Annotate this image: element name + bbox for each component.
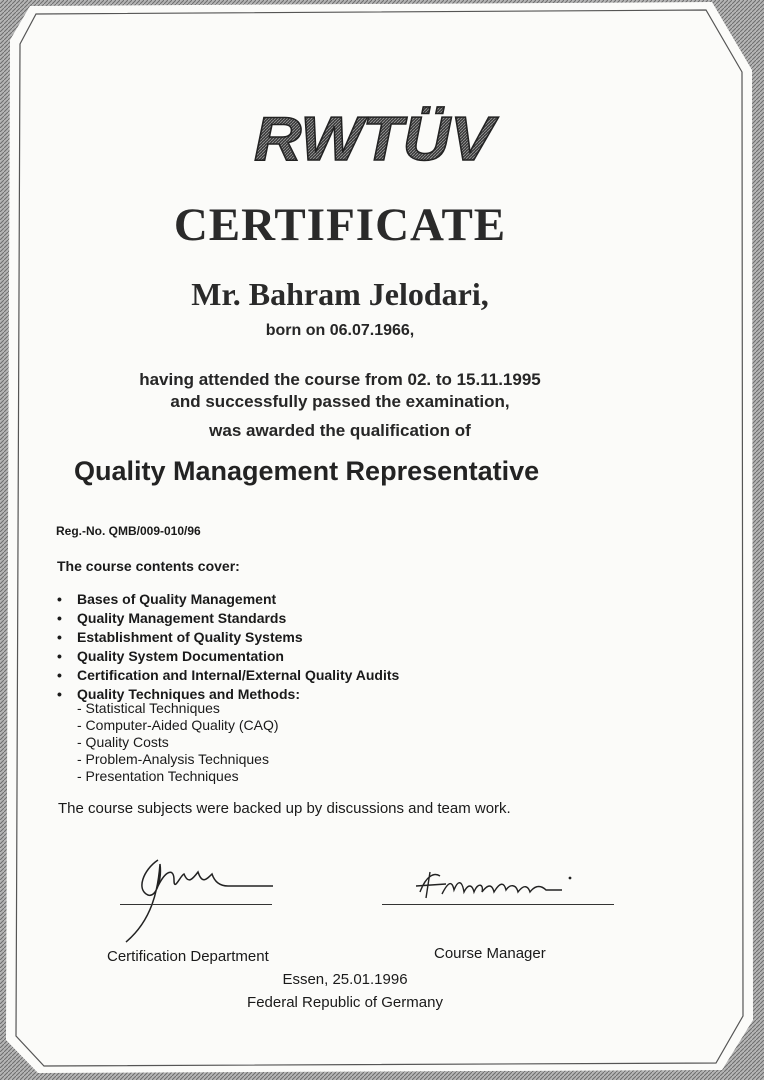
list-item: • Quality Management Standards [57,609,399,628]
contents-list [57,590,399,704]
list-item: • Quality Techniques and Methods: [57,685,399,704]
recipient-name: Mr. Bahram Jelodari, [191,276,489,312]
list-item: • Bases of Quality Management [57,590,399,609]
list-item: - Computer-Aided Quality (CAQ) [77,717,279,733]
backed-up-note: The course subjects were backed up by discussions and team work. [58,800,511,817]
list-item: - Problem-Analysis Techniques [77,751,269,767]
list-item: - Quality Costs [77,734,169,750]
place-date: Essen, 25.01.1996 [282,971,408,988]
list-item: • Establishment of Quality Systems [57,628,399,647]
examination-line: and successfully passed the examination, [170,392,510,411]
list-item: - Presentation Techniques [77,768,239,784]
signature-line-right [382,904,614,905]
birth-date-line: born on 06.07.1966, [265,322,415,339]
list-item: • Quality System Documentation [57,647,399,666]
certificate-title: CERTIFICATE [173,199,507,251]
rwtuv-logo [250,102,500,170]
logo-text: RWTÜV [254,105,499,170]
certification-department-caption: Certification Department [107,948,269,965]
registration-number: Reg.-No. QMB/009-010/96 [56,524,201,538]
awarded-line: was awarded the qualification of [209,421,471,440]
signature-line-left [120,904,272,905]
list-item: • Certification and Internal/External Quality Audits [57,666,399,685]
contents-heading: The course contents cover: [57,558,240,574]
course-manager-caption: Course Manager [434,945,546,962]
list-item: - Statistical Techniques [77,700,220,716]
qualification-title: Quality Management Representative [74,456,540,486]
rwtuv-logo-graphic [250,102,500,170]
course-dates-line: having attended the course from 02. to 15.11.1995 [139,370,541,389]
country-line: Federal Republic of Germany [247,994,443,1011]
signature-certification-department [118,850,288,950]
techniques-list [77,700,279,785]
